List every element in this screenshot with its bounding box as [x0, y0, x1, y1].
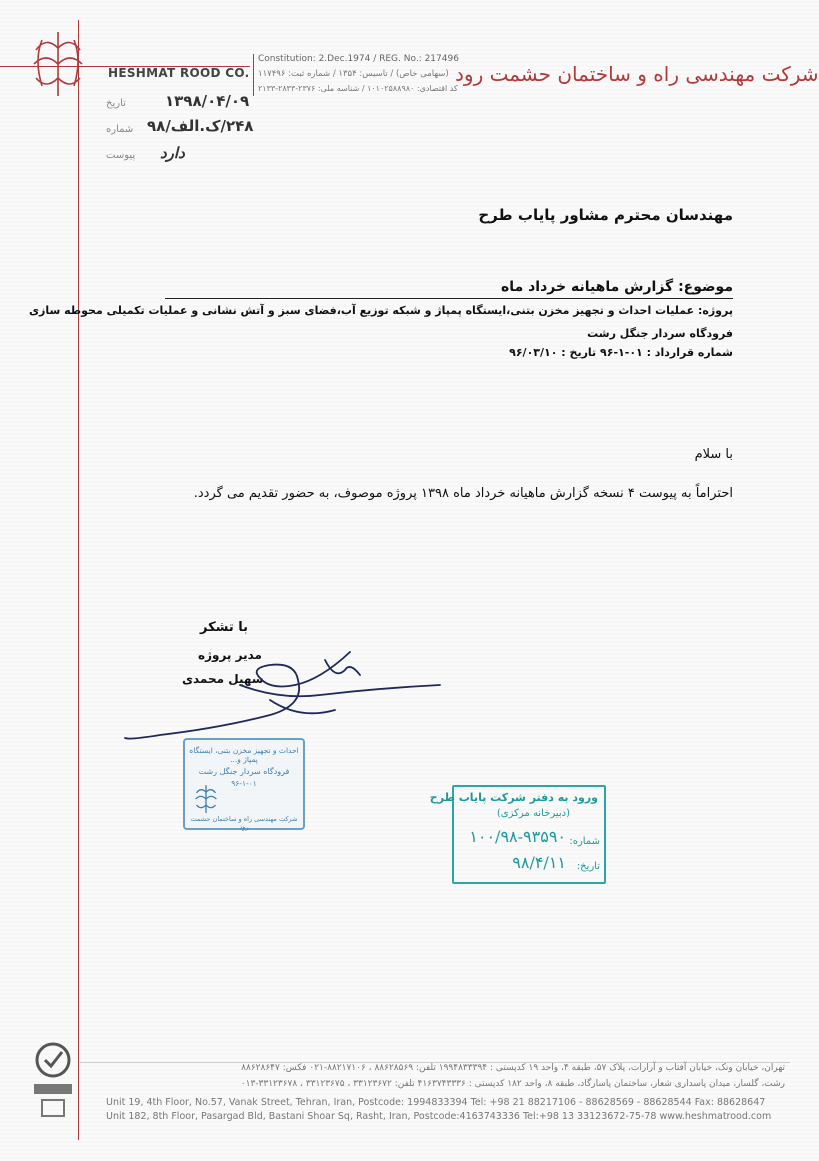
iso-certificate-icon — [30, 1040, 76, 1120]
closing: با تشکر — [200, 620, 249, 635]
brand-english: HESHMAT ROOD CO. — [108, 66, 250, 80]
project-stamp — [183, 738, 305, 830]
stamp-line-3: ۹۶-۱-۰۱ — [231, 779, 257, 788]
company-logo-icon — [28, 30, 88, 98]
signer-name: سهیل محمدی — [182, 672, 264, 686]
footer-address-fa-2: رشت، گلسار، میدان پاسداری شعار، ساختمان پاسارگاد، طبقه ۸، واحد ۱۸۲ کدپستی : ۴۱۶۳۷۴۳۳۳۶ تلفن: ۳۳۱۲۳۶۷۲ ، ۳۳۱۲۳۶۷۵ ، ۳۳۱۲۳۶۷۸-۰۱۳ — [240, 1079, 785, 1089]
received-number-value: ۱۰۰/۹۸-۹۳۵۹۰ — [469, 827, 566, 846]
number-label: شماره — [106, 124, 134, 135]
received-date-value: ۹۸/۴/۱۱ — [512, 853, 566, 872]
footer-address-en-2: Unit 182, 8th Floor, Pasargad Bld, Bastani Shoar Sq, Rasht, Iran, Postcode:4163743336 Tel:+98 13 33123672-75-78 www.heshmatrood.com — [106, 1111, 772, 1122]
stamp-line-1: احداث و تجهیز مخزن بتنی، ایستگاه پمپاژ و... — [189, 746, 299, 764]
handwritten-signature-icon — [120, 640, 450, 750]
footer-address-fa-1: تهران، خیابان ونک، خیابان آفتاب و آرارات، پلاک ۵۷، طبقه ۴، واحد ۱۹ کدپستی : ۱۹۹۴۸۳۳۳۹۴ تلفن: ۸۸۶۲۸۵۶۹ ، ۸۸۲۱۷۱۰۶-۰۲۱ فکس: ۸۸۶۲۸۶۴۷ — [241, 1063, 785, 1073]
margin-rule — [78, 20, 79, 1140]
contract-line: شماره قرارداد : ۰۱-۱-۹۶ تاریخ : ۹۶/۰۳/۱۰ — [509, 346, 733, 359]
received-stamp-subtitle: (دبیرخانه مرکزی) — [496, 808, 570, 819]
subject-rule — [165, 298, 733, 299]
registration-line-3: کد اقتصادی: ۱۰۱۰۲۵۸۸۹۸۰ / شناسه ملی: ۲۳۷۶-۲۸۳۳-۲۱۳۳ — [258, 84, 458, 93]
stamp-line-4: شرکت مهندسی راه و ساختمان حشمت رود — [190, 815, 298, 831]
subject-line: موضوع: گزارش ماهیانه خرداد ماه — [501, 279, 733, 295]
signer-role: مدیر پروژه — [198, 648, 262, 662]
body-text: احتراماً به پیوست ۴ نسخه گزارش ماهیانه خرداد ماه ۱۳۹۸ پروژه موصوف، به حضور تقدیم می گردد. — [193, 486, 733, 501]
registration-line-2: (سهامی خاص) / تاسیس: ۱۳۵۴ / شماره ثبت: ۱۱۷۴۹۶ — [258, 69, 449, 79]
registration-line-1: Constitution: 2.Dec.1974 / REG. No.: 217496 — [258, 54, 459, 64]
attachment-value: دارد — [160, 144, 185, 162]
footer-address-en-1: Unit 19, 4th Floor, No.57, Vanak Street, Tehran, Iran, Postcode: 1994833394 Tel: +98 21 88217106 - 88628569 - 88628544 Fax: 88628647 — [106, 1097, 766, 1108]
addressee: مهندسان محترم مشاور پایاب طرح — [478, 206, 733, 224]
date-label: تاریخ — [106, 98, 126, 109]
received-number-label: شماره: — [569, 836, 600, 847]
stamp-line-2: فرودگاه سردار جنگل رشت — [198, 767, 290, 776]
received-date-label: تاریخ: — [576, 861, 600, 872]
number-value: ۲۴۸/ک.الف/۹۸ — [147, 117, 254, 135]
company-name-fa: شرکت مهندسی راه و ساختمان حشمت رود — [455, 62, 819, 86]
received-stamp-title: ورود به دفتر شرکت پایاب طرح — [429, 791, 598, 804]
attachment-label: پیوست — [106, 150, 136, 161]
project-line: پروژه: عملیات احداث و تجهیز مخزن بتنی،ایستگاه پمپاژ و شبکه توزیع آب،فضای سبز و آتش نشانی و عملیات تکمیلی محوطه سازی — [28, 304, 733, 317]
greeting: با سلام — [694, 447, 733, 462]
stamp-logo-icon — [193, 784, 219, 814]
site-line: فرودگاه سردار جنگل رشت — [587, 327, 733, 340]
date-value: ۱۳۹۸/۰۴/۰۹ — [165, 92, 250, 110]
received-stamp — [429, 785, 606, 884]
